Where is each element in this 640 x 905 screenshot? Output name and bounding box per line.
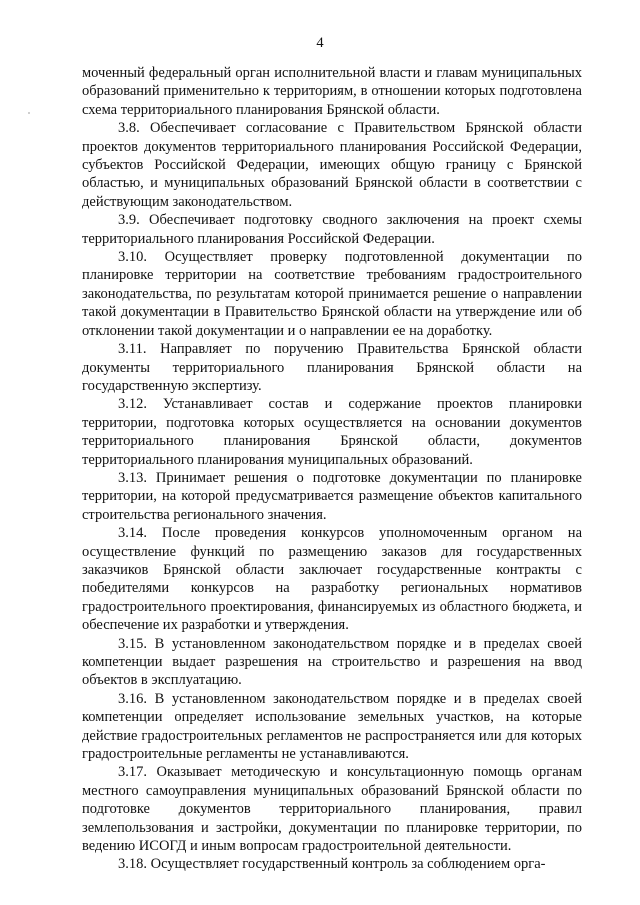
paragraph-3-11: 3.11. Направляет по поручению Правительства Брянской области документы территориального планирования Брянской области на государственную экспертизу. — [82, 341, 582, 394]
paragraph-3-17: 3.17. Оказывает методическую и консультационную помощь органам местного самоуправления муниципальных образований Брянской области по подготовке документов территориального планирования, правил землепользования и застройки, документации по планировке территории, по ведению ИСОГД и иным вопросам градостроительной деятельности. — [82, 764, 582, 855]
margin-speck — [28, 112, 30, 114]
paragraph-continuation: моченный федеральный орган исполнительной власти и главам муниципальных образований применительно к территориям, в отношении которых подготовлена схема территориального планирования Брянской области. — [82, 65, 582, 118]
paragraph-3-14: 3.14. После проведения конкурсов уполномоченным органом на осуществление функций по размещению заказов для государственных заказчиков Брянской области заключает государственные контракты с победителями конкурсов на разработку региональных нормативов градостроительного проектирования, финансируемых из областного бюджета, и обеспечение их разработки и утверждения. — [82, 525, 582, 634]
paragraph-3-12: 3.12. Устанавливает состав и содержание проектов планировки территории, подготовка которых осуществляется на основании документов территориального планирования Брянской области, документов территориального планирования муниципальных образований. — [82, 396, 582, 468]
document-body — [82, 64, 582, 874]
paragraph-3-15: 3.15. В установленном законодательством порядке и в пределах своей компетенции выдает разрешения на строительство и разрешения на ввод объектов в эксплуатацию. — [82, 635, 582, 689]
page-number: 4 — [316, 35, 324, 51]
paragraph-3-13: 3.13. Принимает решения о подготовке документации по планировке территории, на которой предусматривается размещение объектов капитального строительства регионального значения. — [82, 469, 582, 523]
paragraph-3-16: 3.16. В установленном законодательством порядке и в пределах своей компетенции определяет использование земельных участков, на которые действие градостроительных регламентов не распространяется или для которых градостроительные регламенты не устанавливаются. — [82, 690, 582, 763]
paragraph-3-10: 3.10. Осуществляет проверку подготовленной документации по планировке территории на соответствие требованиям градостроительного законодательства, по результатам которой принимается решение о направлении такой документации в Правительство Брянской области на утверждение или об отклонении такой документации и о направлении ее на доработку. — [82, 249, 582, 339]
paragraph-3-8: 3.8. Обеспечивает согласование с Правительством Брянской области проектов документов территориального планирования Российской Федерации, субъектов Российской Федерации, имеющих общую границу с Брянской областью, и муниципальных образований Брянской области в соответствии с действующим законодательством. — [82, 120, 582, 210]
paragraph-3-9: 3.9. Обеспечивает подготовку сводного заключения на проект схемы территориального планирования Российской Федерации. — [82, 212, 582, 247]
paragraph-3-18: 3.18. Осуществляет государственный контроль за соблюдением орга- — [118, 856, 546, 873]
